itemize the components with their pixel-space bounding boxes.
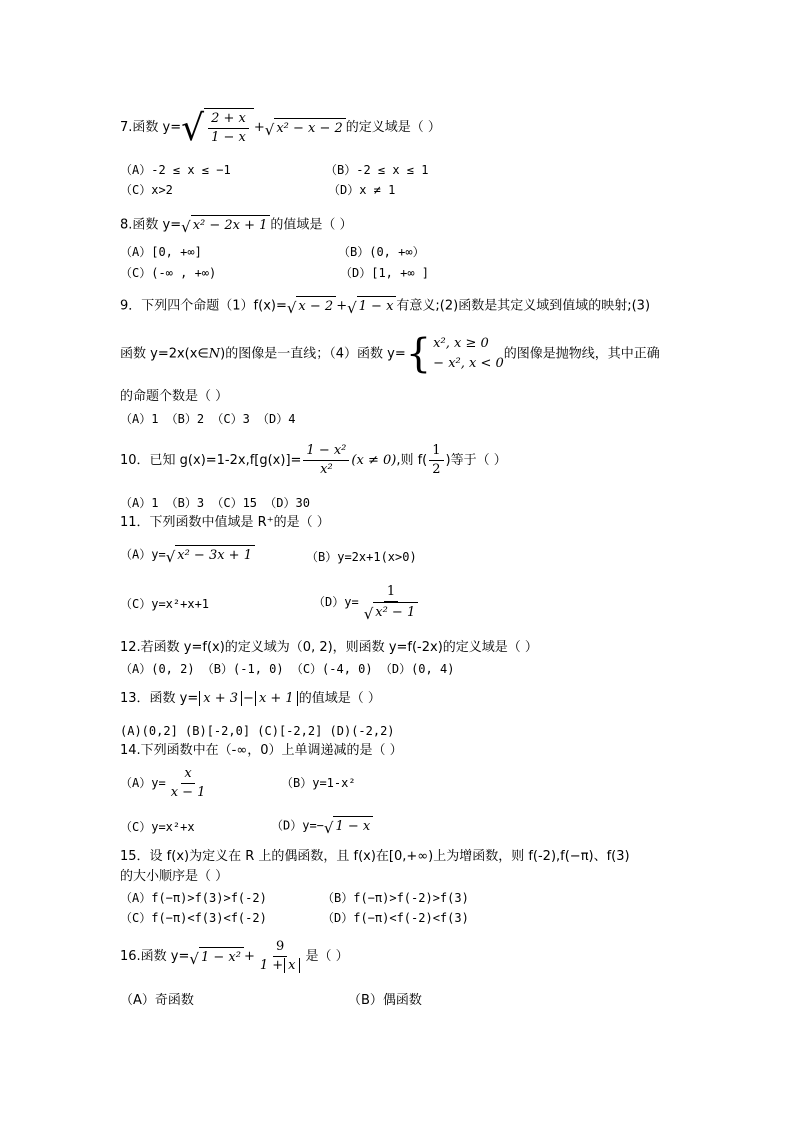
q7-frac-num: 2 + x	[208, 110, 249, 129]
q15-option-c: （C）f(−π)<f(3)<f(-2)	[120, 911, 267, 925]
q7-sqrt-2: √ x² − x − 2	[265, 118, 346, 138]
q10-options: （A）1 （B）3 （C）15 （D）30	[120, 496, 310, 510]
q9-plus: +	[336, 298, 348, 314]
q14-d-prefix: （D）y=−	[271, 818, 324, 833]
q7-option-a: （A）-2 ≤ x ≤ −1	[120, 163, 231, 177]
q8-option-d: （D）[1, +∞ ]	[340, 266, 430, 280]
q10-half	[429, 442, 443, 479]
q9-line1-suffix: 有意义;(2)函数是其定义域到值域的映射;(3)	[396, 298, 651, 314]
q8-option-b: （B）(0, +∞）	[338, 245, 425, 259]
q15-option-b: （B）f(−π)>f(-2)>f(3)	[322, 891, 469, 905]
q13-suffix: 的值域是（ ）	[298, 691, 381, 706]
q14-a-fraction	[168, 765, 209, 802]
q11-a-prefix: （A）y=	[120, 547, 166, 562]
q11-d-fraction: 1 √ x² − 1	[361, 583, 422, 622]
q11-option-d	[313, 583, 423, 622]
q16-frac-den-pre: 1 +	[259, 958, 284, 973]
q14-option-c: （C）y=x²+x	[120, 820, 195, 834]
question-15-line-2: 的大小顺序是（ ）	[120, 869, 229, 884]
q10-frac-den: x²	[320, 462, 333, 477]
question-9-line-2	[120, 331, 660, 377]
q10-condition: (x ≠ 0)	[351, 453, 397, 468]
q13-abs-2: x + 1	[255, 691, 298, 706]
q7-suffix: 的定义域是（ ）	[345, 120, 441, 135]
question-9-line-1	[120, 296, 650, 316]
q11-option-c: （C）y=x²+x+1	[120, 597, 210, 611]
q7-sqrt-fraction: √ $\frac{2 + x}{1 - x}$	[181, 108, 254, 147]
question-15-line-1: 15．设 f(x)为定义在 R 上的偶函数，且 f(x)在[0,+∞)上为增函数，则 f(-2),f(−π)、f(3)	[120, 849, 630, 864]
q16-option-a: （A）奇函数	[120, 993, 194, 1008]
q9-sqrt-2: √ 1 − x	[347, 296, 396, 316]
q8-option-c: （C）(-∞ , +∞)	[120, 266, 217, 280]
q8-option-a: （A）[0, +∞]	[120, 245, 202, 259]
q9-natural-set: N	[208, 346, 221, 362]
q11-d-rad: x² − 1	[373, 602, 418, 622]
question-11-stem: 11．下列函数中值域是 R⁺的是（ ）	[120, 515, 330, 530]
q13-prefix: 13．函数 y=	[120, 691, 199, 706]
q11-option-a	[120, 545, 255, 565]
q7-rad2: x² − x − 2	[274, 118, 345, 138]
q7-option-c: （C）x>2	[120, 183, 173, 197]
q10-half-num: 1	[429, 442, 443, 461]
q9-sqrt-1: √ x − 2	[287, 296, 336, 316]
q8-suffix: 的值域是（ ）	[270, 217, 353, 233]
q14-d-sqrt: √ 1 − x	[324, 816, 373, 836]
q10-half-den: 2	[432, 462, 441, 477]
q10-mid: ,则 f(	[396, 453, 428, 468]
q13-options: (A)(0,2] (B)[-2,0] (C)[-2,2] (D)(-2,2)	[120, 724, 395, 738]
question-13-stem	[120, 690, 381, 708]
q16-suffix: 是（ ）	[305, 949, 349, 964]
q10-prefix: 10．已知 g(x)=1-2x,f[g(x)]=	[120, 453, 302, 468]
q14-a-den: x − 1	[170, 785, 206, 800]
q14-option-a	[120, 765, 210, 802]
q15-option-a: （A）f(−π)>f(3)>f(-2)	[120, 891, 267, 905]
question-16-stem	[120, 938, 349, 975]
question-12-stem: 12.若函数 y=f(x)的定义域为（0, 2)，则函数 y=f(-2x)的定义域是（ ）	[120, 640, 538, 655]
q9-line2-suffix: 的图像是抛物线，其中正确	[503, 346, 660, 362]
q7-frac-den: 1 − x	[211, 130, 246, 145]
q8-sqrt: √ x² − 2x + 1	[181, 215, 270, 235]
q7-prefix: 7.函数 y=	[120, 120, 182, 135]
q12-options: （A）(0, 2) （B）(-1, 0) （C）(-4, 0) （D）(0, 4)	[120, 662, 455, 676]
q11-option-b: （B）y=2x+1(x>0)	[306, 550, 417, 564]
q7-option-b: （B）-2 ≤ x ≤ 1	[325, 163, 429, 177]
q9-line1-prefix: 9．下列四个命题（1）f(x)=	[120, 298, 287, 314]
q10-fraction	[303, 442, 349, 479]
question-8-stem	[120, 215, 353, 235]
question-10-stem	[120, 442, 507, 479]
q9-line2-mid: )的图像是一直线；（4）函数 y=	[220, 346, 406, 362]
question-9-line-3: 的命题个数是（ ）	[120, 389, 229, 404]
q16-rad: 1 − x²	[199, 947, 244, 967]
q9-case-1: x², x ≥ 0	[433, 336, 489, 351]
q11-a-sqrt: √ x² − 3x + 1	[166, 545, 255, 565]
q14-option-d	[271, 816, 373, 836]
q16-option-b: （B）偶函数	[348, 993, 422, 1008]
q9-options: （A）1 （B）2 （C）3 （D）4	[120, 412, 296, 426]
question-7-stem	[120, 108, 441, 147]
q14-d-rad: 1 − x	[333, 816, 373, 836]
q9-line2-prefix: 函数 y=2x(x∈	[120, 346, 209, 362]
q16-fraction	[257, 938, 304, 975]
q11-d-num: 1	[384, 583, 398, 602]
q8-prefix: 8.函数 y=	[120, 217, 182, 233]
q14-a-num: x	[181, 765, 194, 784]
q16-sqrt: √ 1 − x²	[189, 947, 244, 967]
q11-a-rad: x² − 3x + 1	[175, 545, 255, 565]
q16-frac-num: 9	[273, 938, 287, 957]
q14-option-b: （B）y=1-x²	[281, 776, 356, 790]
q9-rad1: x − 2	[296, 296, 336, 316]
q10-frac-num: 1 − x²	[303, 442, 349, 461]
q16-frac-den-abs: x	[284, 958, 299, 973]
q7-plus: +	[253, 120, 265, 135]
q9-piecewise: { x², x ≥ 0 − x², x < 0	[405, 331, 504, 377]
q14-a-prefix: （A）y=	[120, 776, 166, 790]
q13-abs-1: x + 3	[199, 691, 242, 706]
q16-prefix: 16.函数 y=	[120, 949, 190, 964]
q9-case-2: − x², x < 0	[433, 356, 504, 371]
q7-option-d: （D）x ≠ 1	[328, 183, 396, 197]
q13-minus: −	[243, 691, 254, 706]
question-14-stem: 14.下列函数中在（-∞，0）上单调递减的是（ ）	[120, 743, 403, 758]
q16-plus: +	[243, 949, 255, 964]
q11-d-prefix: （D）y=	[313, 595, 359, 609]
q15-option-d: （D）f(−π)<f(-2)<f(3)	[322, 911, 469, 925]
q8-rad: x² − 2x + 1	[191, 215, 271, 235]
q10-suffix: )等于（ ）	[445, 453, 507, 468]
q9-rad2: 1 − x	[357, 296, 397, 316]
